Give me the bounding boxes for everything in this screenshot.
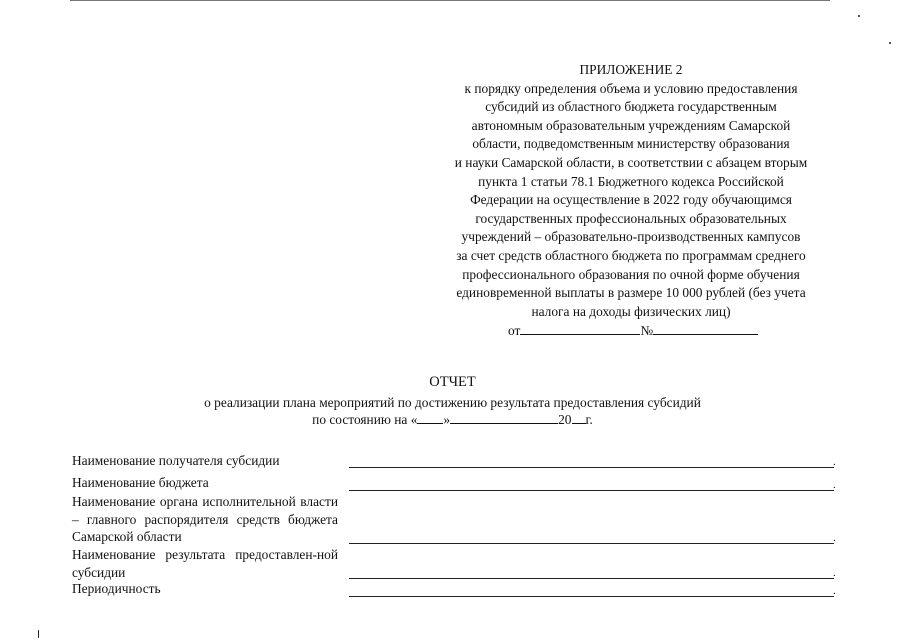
line-end-dot: . — [833, 567, 836, 579]
year-prefix: 20 — [558, 412, 572, 427]
annex-line: за счет средств областного бюджета по программам среднего — [456, 247, 806, 263]
field-label-authority: Наименование органа исполнительной власти – главного распорядителя средств бюджета Самарской области — [72, 494, 338, 544]
as-of-suffix: г. — [585, 412, 593, 427]
annex-line: профессионального образования по очной форме обучения — [462, 266, 800, 282]
month-blank — [450, 412, 558, 424]
annex-line: области, подведомственным министерству образования — [472, 136, 790, 152]
page-top-edge — [70, 0, 830, 1]
annex-heading: ПРИЛОЖЕНИЕ 2 — [579, 62, 683, 77]
annex-line: единовременной выплаты в размере 10 000 рублей (без учета — [456, 285, 806, 301]
scan-artifact — [38, 630, 39, 638]
field-line-result[interactable] — [349, 578, 834, 579]
year-blank — [572, 412, 586, 424]
annex-line: субсидий из областного бюджета государственным — [485, 99, 777, 115]
line-end-dot: . — [833, 479, 836, 491]
field-label-budget: Наименование бюджета — [72, 475, 209, 490]
scan-artifact — [858, 15, 860, 17]
field-line-periodicity[interactable] — [349, 596, 834, 597]
field-label-result: Наименование результата предоставлен-ной субсидии — [72, 547, 338, 580]
from-label: от — [508, 323, 521, 338]
annex-line: автономным образовательным учреждениям Самарской — [471, 117, 791, 133]
annex-block — [418, 61, 844, 321]
annex-line: государственных профессиональных образовательных — [475, 210, 787, 226]
annex-line: Федерации на осуществление в 2022 году обучающимся — [470, 192, 792, 208]
field-line-recipient[interactable] — [349, 467, 834, 468]
line-end-dot: . — [833, 585, 836, 597]
number-blank — [653, 323, 758, 335]
field-label-periodicity: Периодичность — [72, 581, 161, 596]
field-label-recipient: Наименование получателя субсидии — [72, 453, 280, 468]
as-of-prefix: по состоянию на « — [312, 412, 418, 427]
report-title: ОТЧЕТ — [429, 374, 476, 390]
report-subtitle: о реализации плана мероприятий по достижению результата предоставления субсидий — [204, 395, 701, 410]
day-blank — [417, 412, 443, 424]
annex-line: налога на доходы физических лиц) — [531, 303, 731, 319]
annex-line: учреждений – образовательно-производственных кампусов — [461, 229, 801, 245]
as-of-quote: » — [443, 412, 451, 427]
field-line-authority[interactable] — [349, 543, 834, 544]
scan-artifact — [889, 42, 891, 44]
annex-line: к порядку определения объема и условию предоставления — [464, 80, 798, 96]
number-label: № — [640, 323, 654, 338]
date-blank — [520, 323, 640, 335]
line-end-dot: . — [833, 532, 836, 544]
document-reference-line — [508, 323, 758, 339]
report-as-of-line — [0, 412, 905, 428]
field-line-budget[interactable] — [349, 490, 834, 491]
annex-line: пункта 1 статьи 78.1 Бюджетного кодекса Российской — [478, 173, 784, 189]
line-end-dot: . — [833, 456, 836, 468]
annex-line: и науки Самарской области, в соответствии с абзацем вторым — [454, 154, 808, 170]
